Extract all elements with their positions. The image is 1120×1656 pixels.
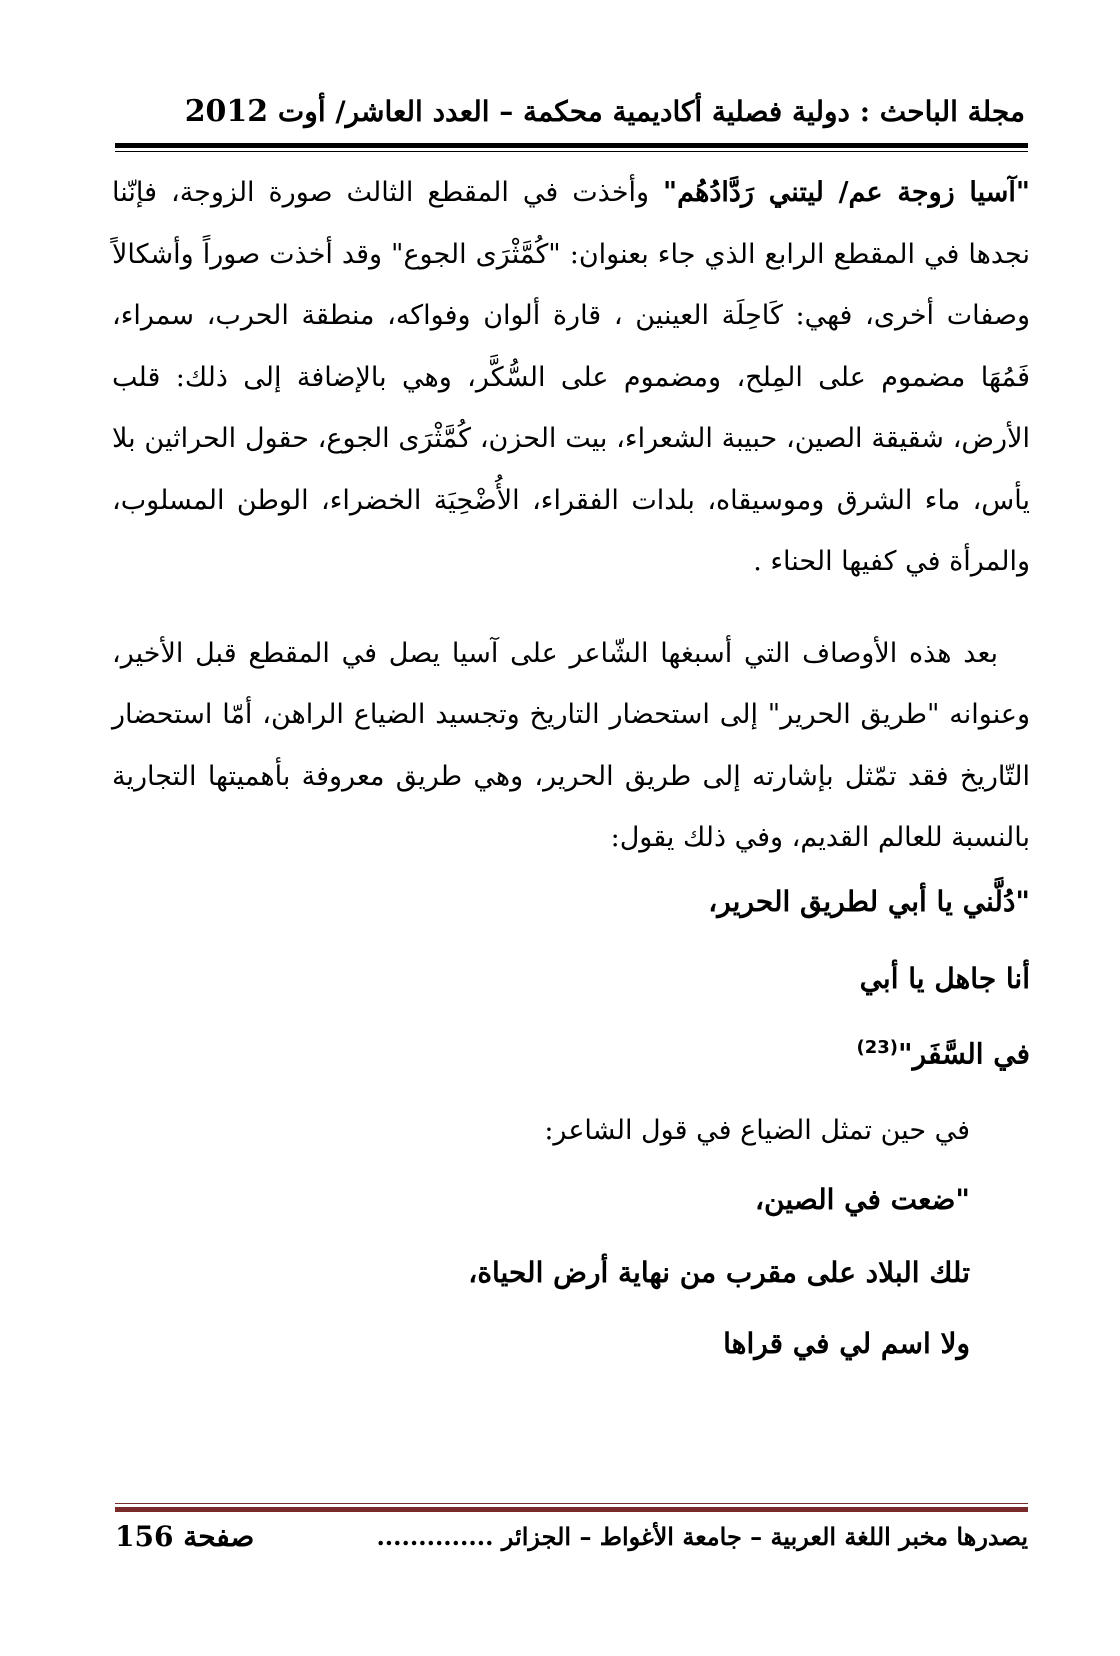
paragraph-1-text: وأخذت في المقطع الثالث صورة الزوجة، فإنّنا نجدها في المقطع الرابع الذي جاء بعنوان: "كُمَّثْرَى الجوع" وقد أخذت صوراً وأشكالاً وصفات أخرى، فهي: كَاحِلَة العينين ، قارة ألوان وفواكه، منطقة الحرب، سمراء، فَمُهَا مضموم على المِلح، ومضموم على السُّكَّر، وهي بالإضافة إلى ذلك: قلب الأرض، شقيقة الصين، حبيبة الشعراء، بيت الحزن، كُمَّثْرَى الجوع، حقول الحراثين بلا يأس، ماء الشرق وموسيقاه، بلدات الفقراء، الأُضْحِيَة الخضراء، الوطن المسلوب، والمرأة في كفيها الحناء . [112,177,1030,577]
page-number: 156 [115,1520,174,1553]
verse-line-6: ولا اسم لي في قراها [723,1327,970,1361]
footer-page [115,1520,254,1553]
verse-line-4: "ضعت في الصين، [755,1183,970,1217]
paragraph-1 [112,162,1030,593]
paragraph-3: في حين تمثل الضياع في قول الشاعر: [544,1114,970,1146]
page-label: صفحة [183,1520,255,1553]
footer-rule-thick [115,1507,1028,1512]
page-body [112,162,1030,1360]
footnote-ref: (23) [856,1036,899,1058]
verse-line-2: أنا جاهل يا أبي [859,961,1030,995]
footer-publisher: يصدرها مخبر اللغة العربية – جامعة الأغواط – الجزائر .............. [376,1522,1028,1551]
header-rule-thin [115,151,1028,152]
journal-header [115,92,1025,132]
verse-line-1: "دُلَّني يا أبي لطريق الحرير، [708,884,1030,918]
paragraph-2: بعد هذه الأوصاف التي أسبغها الشّاعر على آسيا يصل في المقطع قبل الأخير، وعنوانه "طريق الحرير" إلى استحضار التاريخ وتجسيد الضياع الراهن، أمّا استحضار التّاريخ فقد تمّثل بإشارته إلى طريق الحرير، وهي طريق معروفة بأهميتها التجارية بالنسبة للعالم القديم، وفي ذلك يقول: [112,637,1030,853]
header-rule-thick [115,143,1028,148]
journal-year: 2012 [184,94,269,129]
verse-line-3-text: في السَّفَر" [898,1036,1030,1070]
paragraph-1-quote: "آسيا زوجة عم/ ليتني رَدَّادُهُم" [663,177,1030,208]
journal-title: مجلة الباحث : دولية فصلية أكاديمية محكمة – العدد العاشر/ أوت [268,95,1025,128]
verse-line-3 [112,1037,1030,1070]
footer-rule-thin [115,1503,1028,1504]
verse-line-5: تلك البلاد على مقرب من نهاية أرض الحياة، [468,1256,970,1290]
